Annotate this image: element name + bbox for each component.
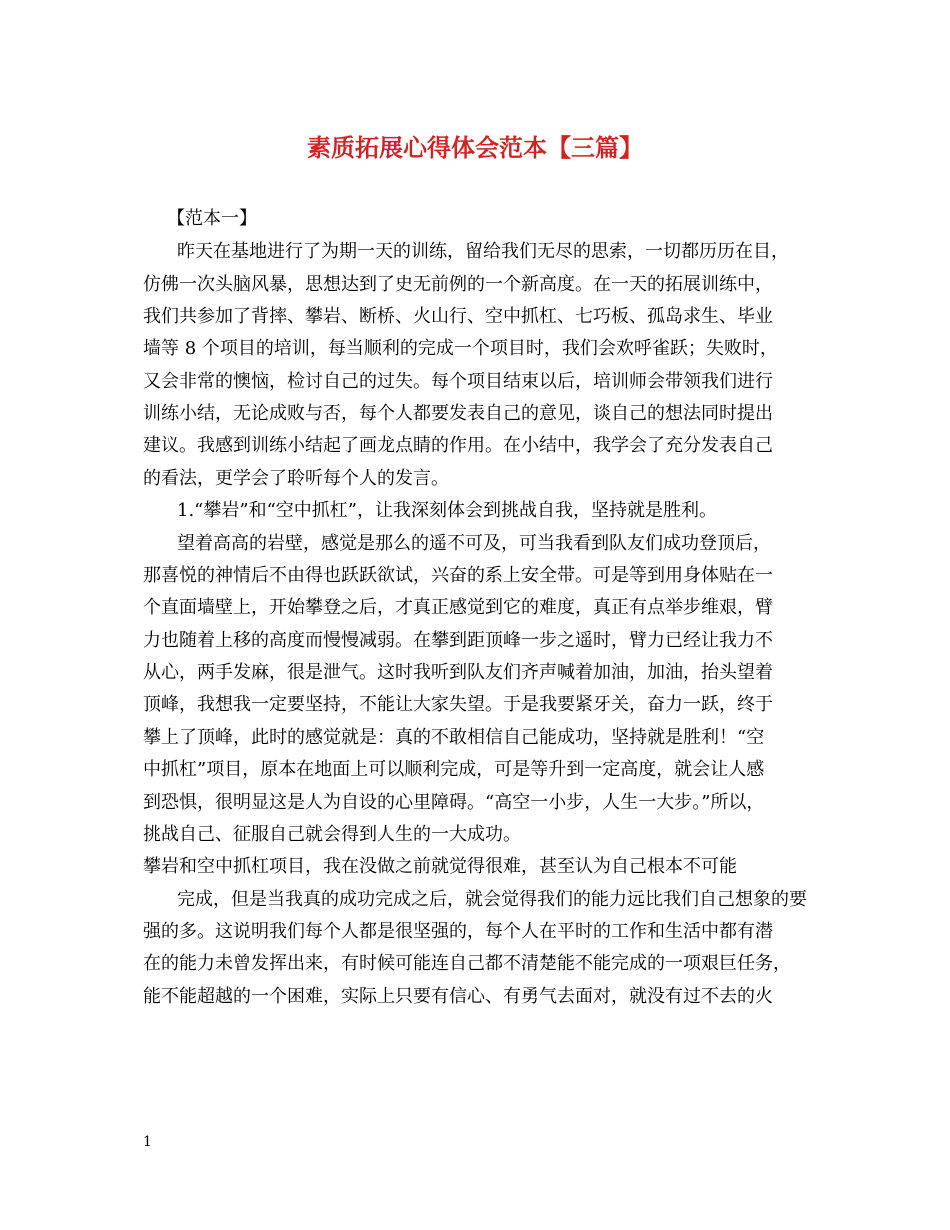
paragraph-line: 在的能力未曾发挥出来，有时候可能连自己都不清楚能不能完成的一项艰巨任务，	[143, 953, 791, 974]
paragraph-line: 训练小结，无论成败与否，每个人都要发表自己的意见，谈自己的想法同时提出	[143, 403, 773, 424]
paragraph-line: 那喜悦的神情后不由得也跃跃欲试，兴奋的系上安全带。可是等到用身体贴在一	[143, 565, 773, 586]
paragraph-line: 墙等 8 个项目的培训，每当顺利的完成一个项目时，我们会欢呼雀跃；失败时，	[143, 338, 778, 359]
paragraph-line: 我们共参加了背摔、攀岩、断桥、火山行、空中抓杠、七巧板、孤岛求生、毕业	[143, 306, 773, 327]
page-number: 1	[143, 1134, 152, 1150]
paragraph-line: 能不能超越的一个困难，实际上只要有信心、有勇气去面对，就没有过不去的火	[143, 986, 773, 1007]
paragraph-line: 仿佛一次头脑风暴，思想达到了史无前例的一个新高度。在一天的拓展训练中，	[143, 274, 773, 295]
document-title: 素质拓展心得体会范本【三篇】	[307, 133, 643, 162]
paragraph-line: 个直面墙壁上，开始攀登之后，才真正感觉到它的难度，真正有点举步维艰，臂	[143, 597, 773, 618]
paragraph-line: 攀岩和空中抓杠项目，我在没做之前就觉得很难，甚至认为自己根本不可能	[143, 856, 737, 877]
paragraph-line: 中抓杠”项目，原本在地面上可以顺利完成，可是等升到一定高度，就会让人感	[143, 759, 765, 780]
paragraph-line: 建议。我感到训练小结起了画龙点睛的作用。在小结中，我学会了充分发表自己	[143, 435, 773, 456]
paragraph-line: 到恐惧，很明显这是人为自设的心里障碍。“高空一小步，人生一大步。”所以，	[143, 792, 765, 813]
paragraph-line: 昨天在基地进行了为期一天的训练，留给我们无尽的思索，一切都历历在目，	[177, 241, 789, 262]
paragraph-line: 又会非常的懊恼，检讨自己的过失。每个项目结束以后，培训师会带领我们进行	[143, 371, 773, 392]
paragraph-line: 攀上了顶峰，此时的感觉就是：真的不敢相信自己能成功，坚持就是胜利！“空	[143, 727, 765, 748]
paragraph-line: 挑战自己、征服自己就会得到人生的一大成功。	[143, 824, 521, 845]
paragraph-line: 强的多。这说明我们每个人都是很坚强的，每个人在平时的工作和生活中都有潜	[143, 921, 773, 942]
paragraph-line: 的看法，更学会了聆听每个人的发言。	[143, 468, 449, 489]
paragraph-line: 顶峰，我想我一定要坚持，不能让大家失望。于是我要紧牙关，奋力一跃，终于	[143, 694, 773, 715]
paragraph-line: 从心，两手发麻，很是泄气。这时我听到队友们齐声喊着加油，加油，抬头望着	[143, 662, 773, 683]
paragraph-line: 完成，但是当我真的成功完成之后，就会觉得我们的能力远比我们自己想象的要	[177, 889, 807, 910]
section-heading: 【范本一】	[167, 208, 257, 229]
paragraph-line: 1.“攀岩”和“空中抓杠”，让我深刻体会到挑战自我，坚持就是胜利。	[177, 500, 717, 521]
paragraph-line: 力也随着上移的高度而慢慢减弱。在攀到距顶峰一步之遥时，臂力已经让我力不	[143, 630, 773, 651]
paragraph-line: 望着高高的岩壁，感觉是那么的遥不可及，可当我看到队友们成功登顶后，	[177, 533, 771, 554]
